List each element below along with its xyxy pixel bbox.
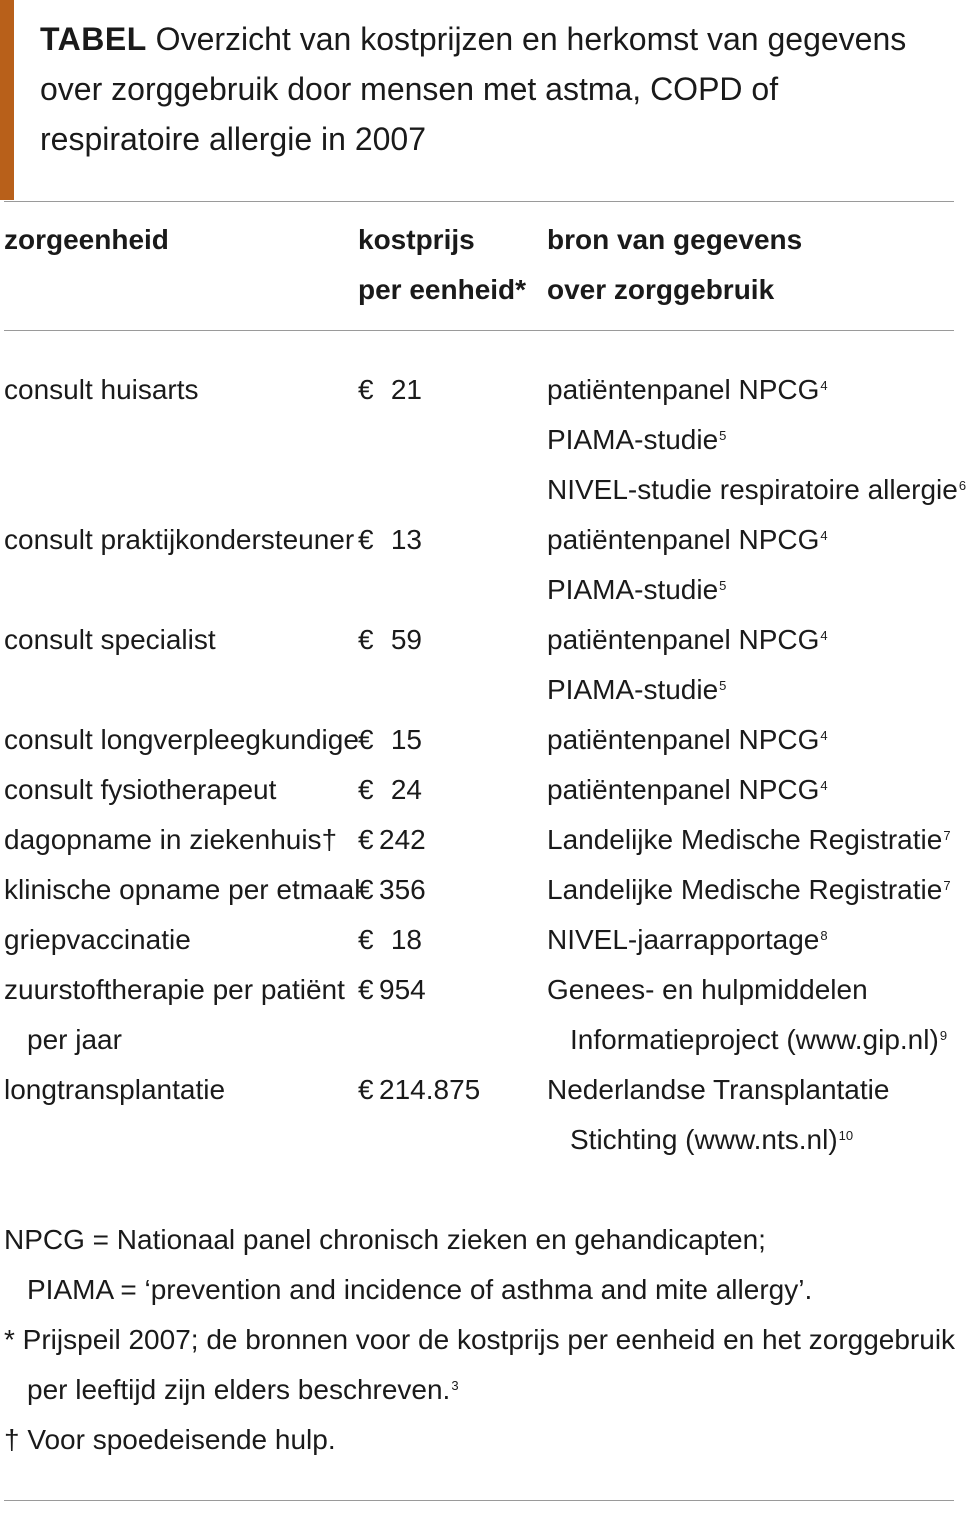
rule-header: [4, 330, 954, 331]
cell-bron-text: Genees- en hulpmiddelen: [547, 974, 868, 1005]
currency-symbol: €: [358, 824, 374, 855]
note-prijspeil: * Prijspeil 2007; de bronnen voor de kostprijs per eenheid en het zorggebruik: [4, 1324, 956, 1355]
cell-zorgeenheid: consult longverpleegkundige: [4, 724, 359, 755]
table-caption: Overzicht van kostprijzen en herkomst van gegevens over zorggebruik door mensen met astma, COPD of respiratoire allergie in 2007: [40, 21, 907, 157]
note-ref: 3: [451, 1378, 459, 1393]
currency-symbol: €: [358, 924, 374, 955]
table-row: [0, 715, 959, 765]
cell-kostprijs: [358, 865, 426, 915]
cell-bron: [547, 1015, 947, 1065]
table-row: [0, 1015, 959, 1065]
cell-bron-text: patiëntenpanel NPCG: [547, 624, 820, 655]
cell-zorgeenheid: zuurstoftherapie per patiënt: [4, 974, 345, 1005]
cell-price-value: 24: [390, 774, 422, 805]
cell-bron: [547, 765, 828, 815]
cell-kostprijs: [358, 715, 422, 765]
table-row: [0, 565, 959, 615]
cell-bron: [547, 1065, 889, 1115]
table-notes: [4, 1215, 954, 1465]
cell-price-value: 954: [379, 974, 426, 1005]
cell-kostprijs: [358, 965, 426, 1015]
currency-symbol: €: [358, 874, 374, 905]
table-row: [0, 765, 959, 815]
header-bron: bron van gegevens: [547, 224, 803, 255]
cell-bron: [547, 565, 726, 615]
cell-kostprijs: [358, 765, 422, 815]
reference-number: 7: [943, 878, 951, 893]
cell-zorgeenheid: klinische opname per etmaal: [4, 874, 361, 905]
reference-number: 4: [820, 378, 828, 393]
reference-number: 5: [719, 678, 727, 693]
cell-bron-text: PIAMA-studie: [547, 424, 719, 455]
cell-bron: [547, 815, 951, 865]
table-row: [0, 515, 959, 565]
note-piama: PIAMA = ‘prevention and incidence of asthma and mite allergy’.: [27, 1274, 813, 1305]
reference-number: 4: [820, 528, 828, 543]
cell-bron: [547, 615, 828, 665]
cell-bron: [547, 1115, 853, 1165]
reference-number: 6: [958, 478, 966, 493]
header-row: [0, 215, 959, 265]
reference-number: 8: [820, 928, 828, 943]
reference-number: 5: [719, 578, 727, 593]
header-zorgeenheid: zorgeenheid: [4, 224, 169, 255]
cell-bron-text: patiëntenpanel NPCG: [547, 374, 820, 405]
table-row: [0, 965, 959, 1015]
table-title: [40, 14, 940, 164]
cell-bron: [547, 365, 828, 415]
cell-zorgeenheid: consult specialist: [4, 624, 216, 655]
cell-bron-text: Stichting (www.nts.nl): [570, 1124, 838, 1155]
cell-kostprijs: [358, 365, 422, 415]
currency-symbol: €: [358, 1074, 374, 1105]
cell-price-value: 15: [390, 724, 422, 755]
cell-bron-text: NIVEL-studie respiratoire allergie: [547, 474, 958, 505]
currency-symbol: €: [358, 724, 374, 755]
table-row: [0, 915, 959, 965]
cell-zorgeenheid: consult huisarts: [4, 374, 199, 405]
cell-kostprijs: [358, 915, 422, 965]
currency-symbol: €: [358, 774, 374, 805]
cell-price-value: 242: [379, 824, 426, 855]
cell-bron-text: PIAMA-studie: [547, 674, 719, 705]
note-prijspeil-text: per leeftijd zijn elders beschreven.: [27, 1374, 451, 1405]
cell-bron-text: Nederlandse Transplantatie: [547, 1074, 890, 1105]
cell-kostprijs: [358, 815, 426, 865]
cell-bron: [547, 465, 966, 515]
cell-price-value: 13: [390, 524, 422, 555]
header-over-zorggebruik: over zorggebruik: [547, 274, 775, 305]
header-kostprijs: kostprijs: [358, 224, 475, 255]
cell-bron-text: Landelijke Medische Registratie: [547, 824, 943, 855]
cell-kostprijs: [358, 515, 422, 565]
cell-bron-text: PIAMA-studie: [547, 574, 719, 605]
cell-zorgeenheid: consult praktijkondersteuner: [4, 524, 355, 555]
cell-bron: [547, 715, 828, 765]
note-npcg: NPCG = Nationaal panel chronisch zieken en gehandicapten;: [4, 1224, 766, 1255]
reference-number: 7: [943, 828, 951, 843]
cell-bron-text: NIVEL-jaarrapportage: [547, 924, 820, 955]
currency-symbol: €: [358, 374, 374, 405]
table-row: [0, 615, 959, 665]
cell-bron: [547, 865, 951, 915]
header-row-2: [0, 265, 959, 315]
reference-number: 9: [939, 1028, 948, 1043]
reference-number: 5: [719, 428, 727, 443]
cell-price-value: 21: [390, 374, 422, 405]
cell-price-value: 214.875: [379, 1074, 481, 1105]
currency-symbol: €: [358, 974, 374, 1005]
cell-bron-text: patiëntenpanel NPCG: [547, 524, 820, 555]
cell-bron: [547, 665, 726, 715]
cell-bron: [547, 415, 726, 465]
table-row: [0, 365, 959, 415]
table-title-block: [0, 0, 959, 202]
cell-bron: [547, 515, 828, 565]
cell-bron: [547, 965, 868, 1015]
table-row: [0, 815, 959, 865]
cell-bron-text: Informatieproject (www.gip.nl): [570, 1024, 939, 1055]
table-row: [0, 1065, 959, 1115]
cell-price-value: 18: [390, 924, 422, 955]
cell-zorgeenheid: longtransplantatie: [4, 1074, 226, 1105]
rule-top: [4, 201, 954, 202]
note-prijspeil-cont: [4, 1365, 954, 1415]
cell-bron-text: patiëntenpanel NPCG: [547, 774, 820, 805]
header-per-eenheid: per eenheid*: [358, 274, 527, 305]
cell-price-value: 356: [379, 874, 426, 905]
cell-zorgeenheid-cont: per jaar: [27, 1024, 122, 1055]
note-dagger: † Voor spoedeisende hulp.: [4, 1424, 336, 1455]
cell-bron-text: patiëntenpanel NPCG: [547, 724, 820, 755]
reference-number: 4: [820, 778, 828, 793]
reference-number: 10: [838, 1128, 854, 1143]
currency-symbol: €: [358, 524, 374, 555]
cell-zorgeenheid: consult fysiotherapeut: [4, 774, 277, 805]
table-row: [0, 1115, 959, 1165]
currency-symbol: €: [358, 624, 374, 655]
cell-zorgeenheid: dagopname in ziekenhuis†: [4, 824, 338, 855]
accent-bar: [0, 0, 14, 200]
cell-kostprijs: [358, 615, 422, 665]
table-tag: TABEL: [40, 21, 147, 57]
table-row: [0, 665, 959, 715]
table-row: [0, 465, 966, 515]
cell-zorgeenheid: griepvaccinatie: [4, 924, 191, 955]
cell-bron: [547, 915, 828, 965]
cell-kostprijs: [358, 1065, 480, 1115]
cell-price-value: 59: [390, 624, 422, 655]
cell-bron-text: Landelijke Medische Registratie: [547, 874, 943, 905]
reference-number: 4: [820, 728, 828, 743]
reference-number: 4: [820, 628, 828, 643]
table-row: [0, 865, 959, 915]
table-row: [0, 415, 959, 465]
rule-bottom: [4, 1500, 954, 1501]
